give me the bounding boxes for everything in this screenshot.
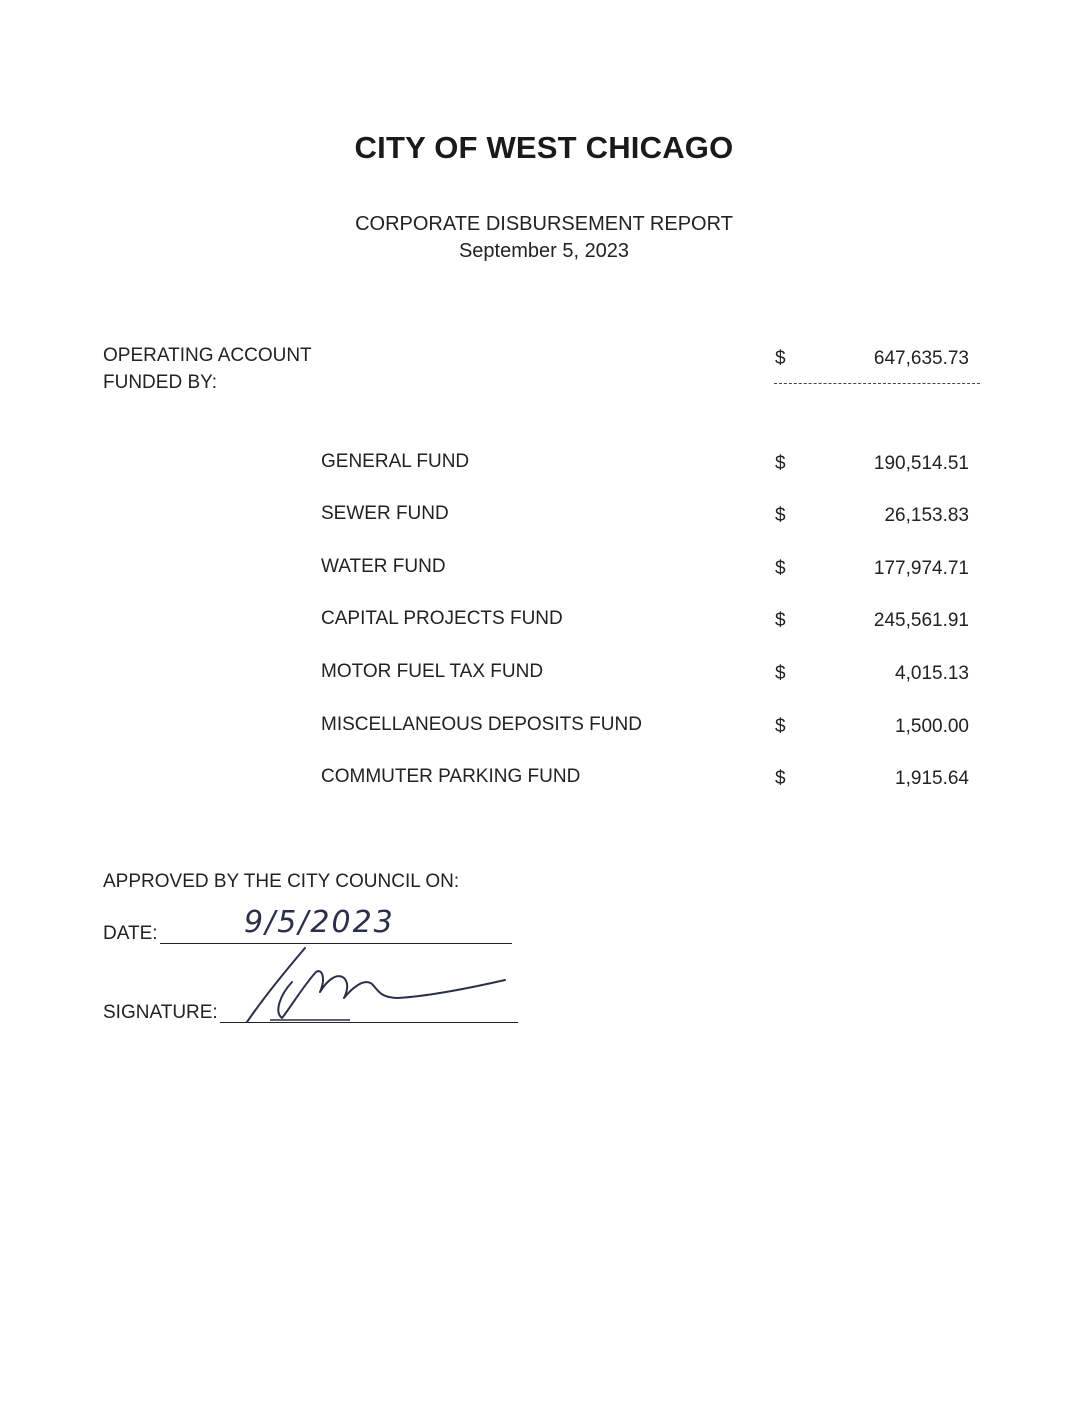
fund-currency: $ — [775, 716, 786, 737]
fund-amount: 177,974.71 — [873, 558, 969, 579]
fund-amount: 190,514.51 — [873, 453, 969, 474]
operating-amount: 647,635.73 — [873, 348, 969, 369]
fund-amount: 4,015.13 — [895, 663, 969, 684]
fund-amount: 1,500.00 — [895, 716, 969, 737]
fund-amount: 1,915.64 — [895, 768, 969, 789]
fund-name: MOTOR FUEL TAX FUND — [321, 661, 544, 682]
fund-currency: $ — [775, 505, 786, 526]
operating-currency: $ — [775, 348, 786, 369]
operating-account-label: OPERATING ACCOUNT — [103, 345, 312, 366]
fund-amount: 245,561.91 — [873, 610, 969, 631]
fund-currency: $ — [775, 558, 786, 579]
approval-heading: APPROVED BY THE CITY COUNCIL ON: — [103, 871, 460, 892]
fund-amount: 26,153.83 — [884, 505, 969, 526]
fund-currency: $ — [775, 768, 786, 789]
funded-by-label: FUNDED BY: — [103, 372, 218, 393]
date-label: DATE: — [103, 923, 158, 944]
fund-name: WATER FUND — [321, 556, 446, 577]
fund-name: COMMUTER PARKING FUND — [321, 766, 581, 787]
fund-name: MISCELLANEOUS DEPOSITS FUND — [321, 714, 642, 735]
fund-currency: $ — [775, 663, 786, 684]
handwritten-date: 9/5/2023 — [244, 905, 395, 940]
fund-name: SEWER FUND — [321, 503, 449, 524]
fund-currency: $ — [775, 610, 786, 631]
fund-name: GENERAL FUND — [321, 451, 470, 472]
report-date: September 5, 2023 — [458, 240, 630, 262]
report-subtitle: CORPORATE DISBURSEMENT REPORT — [355, 213, 733, 235]
report-title: CITY OF WEST CHICAGO — [354, 130, 734, 165]
fund-name: CAPITAL PROJECTS FUND — [321, 608, 563, 629]
signature-label: SIGNATURE: — [103, 1002, 218, 1023]
fund-currency: $ — [775, 453, 786, 474]
